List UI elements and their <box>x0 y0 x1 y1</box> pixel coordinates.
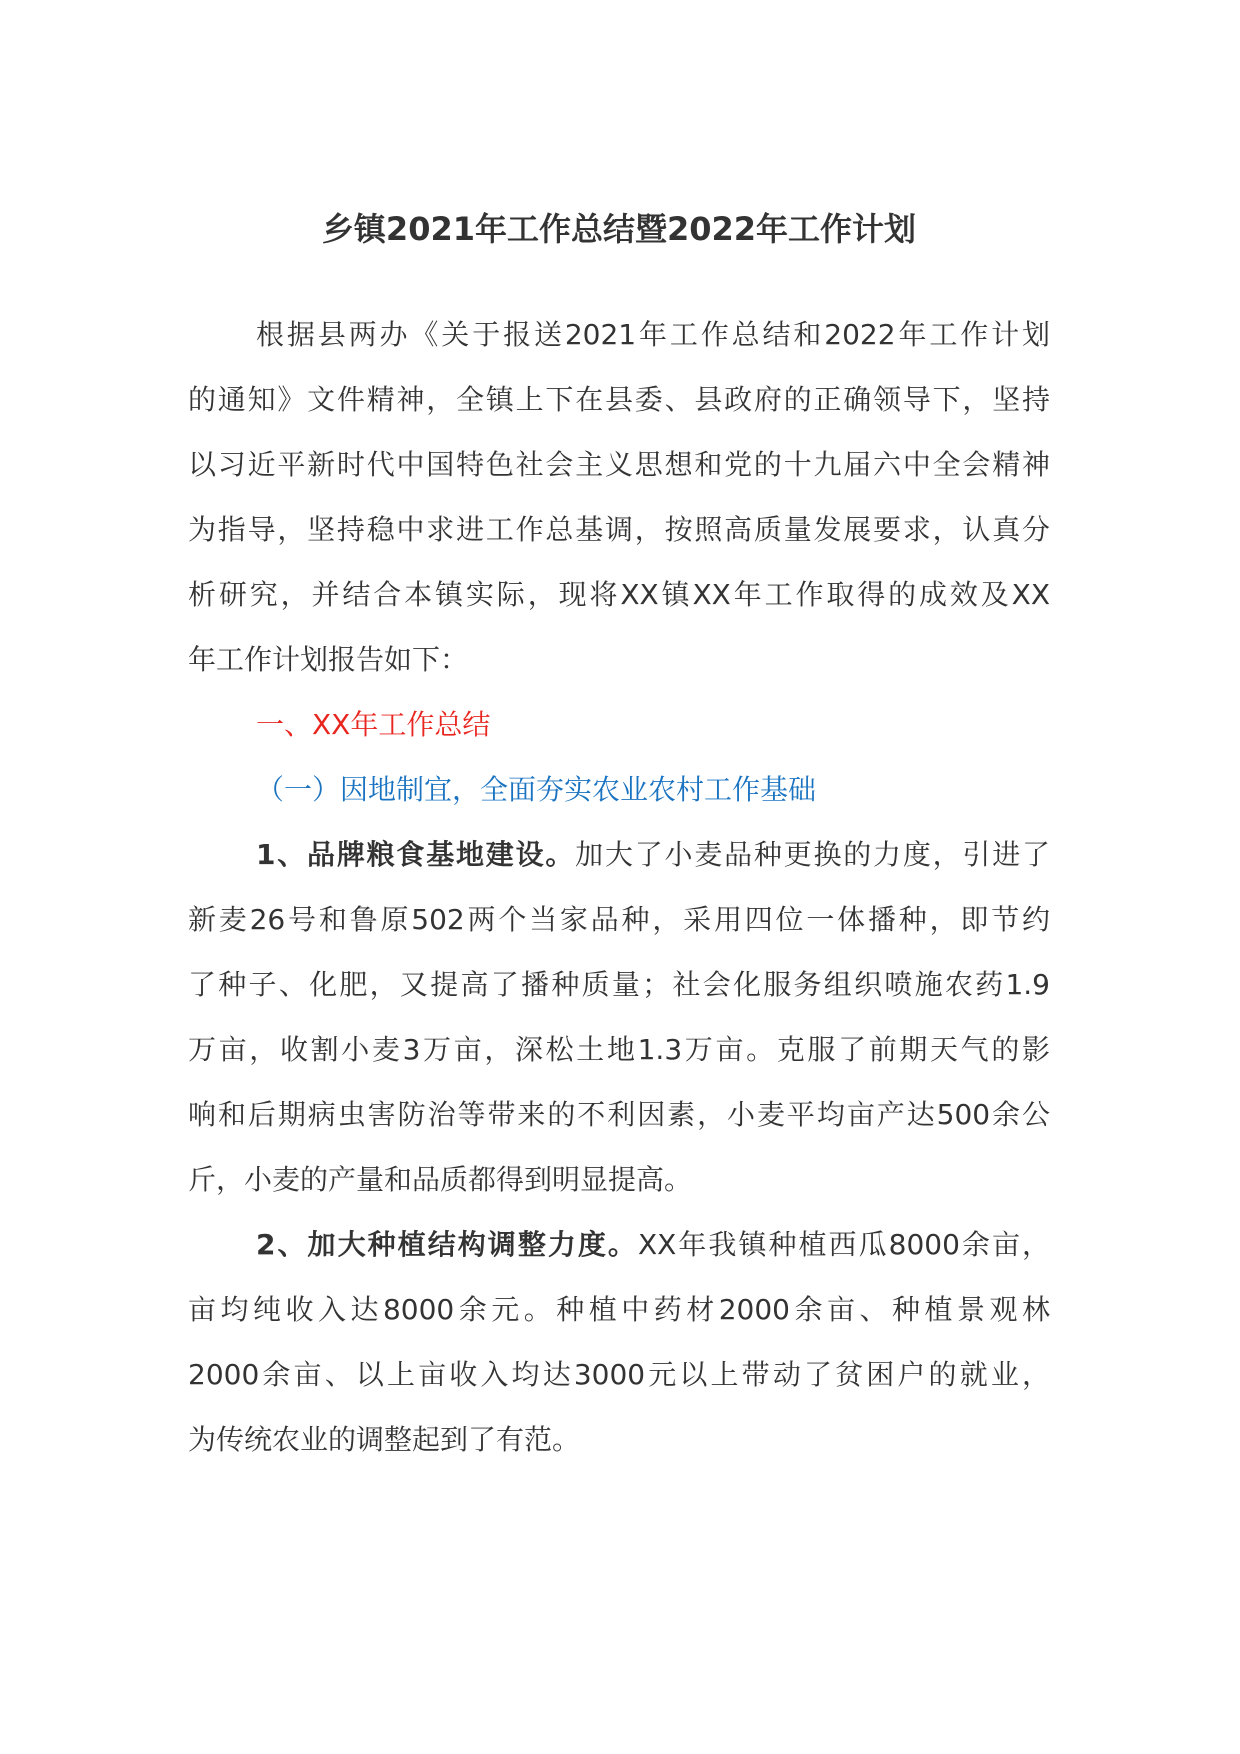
item-2-line: 亩均纯收入达8000余元。种植中药材2000余亩、种植景观林 <box>188 1293 1050 1326</box>
intro-line: 年工作计划报告如下： <box>188 643 469 676</box>
subsection-heading: （一）因地制宜，全面夯实农业农村工作基础 <box>256 773 817 806</box>
item-2-lead: 2、加大种植结构调整力度。 <box>256 1228 638 1261</box>
intro-line: 以习近平新时代中国特色社会主义思想和党的十九届六中全会精神 <box>188 448 1050 481</box>
item-2-paragraph <box>188 1212 1050 1472</box>
item-1-paragraph <box>188 822 1050 1212</box>
item-1-line: 响和后期病虫害防治等带来的不利因素，小麦平均亩产达500余公 <box>188 1098 1050 1131</box>
section-heading: 一、XX年工作总结 <box>256 708 491 741</box>
intro-paragraph <box>188 302 1050 692</box>
item-1-line: 斤，小麦的产量和品质都得到明显提高。 <box>188 1163 693 1196</box>
document-body <box>188 302 1050 1472</box>
item-2-first-line <box>188 1212 1050 1277</box>
intro-line: 为指导，坚持稳中求进工作总基调，按照高质量发展要求，认真分 <box>188 513 1050 546</box>
item-1-line: 新麦26号和鲁原502两个当家品种，采用四位一体播种，即节约 <box>188 903 1050 936</box>
document-title: 乡镇2021年工作总结暨2022年工作计划 <box>321 210 917 248</box>
intro-line: 根据县两办《关于报送2021年工作总结和2022年工作计划 <box>256 318 1050 351</box>
item-1-lead: 1、品牌粮食基地建设。 <box>256 838 576 871</box>
item-1-first-line <box>188 822 1050 887</box>
intro-line: 析研究，并结合本镇实际，现将XX镇XX年工作取得的成效及XX <box>188 578 1050 611</box>
item-1-line: 万亩，收割小麦3万亩，深松土地1.3万亩。克服了前期天气的影 <box>188 1033 1050 1066</box>
item-1-first-rest: 加大了小麦品种更换的力度，引进了 <box>575 838 1051 871</box>
item-2-line: 2000余亩、以上亩收入均达3000元以上带动了贫困户的就业， <box>188 1358 1050 1391</box>
item-2-line: 为传统农业的调整起到了有范。 <box>188 1423 581 1456</box>
item-1-line: 了种子、化肥，又提高了播种质量；社会化服务组织喷施农药1.9 <box>188 968 1050 1001</box>
intro-line: 的通知》文件精神，全镇上下在县委、县政府的正确领导下，坚持 <box>188 383 1050 416</box>
item-2-first-rest: XX年我镇种植西瓜8000余亩， <box>637 1228 1050 1261</box>
